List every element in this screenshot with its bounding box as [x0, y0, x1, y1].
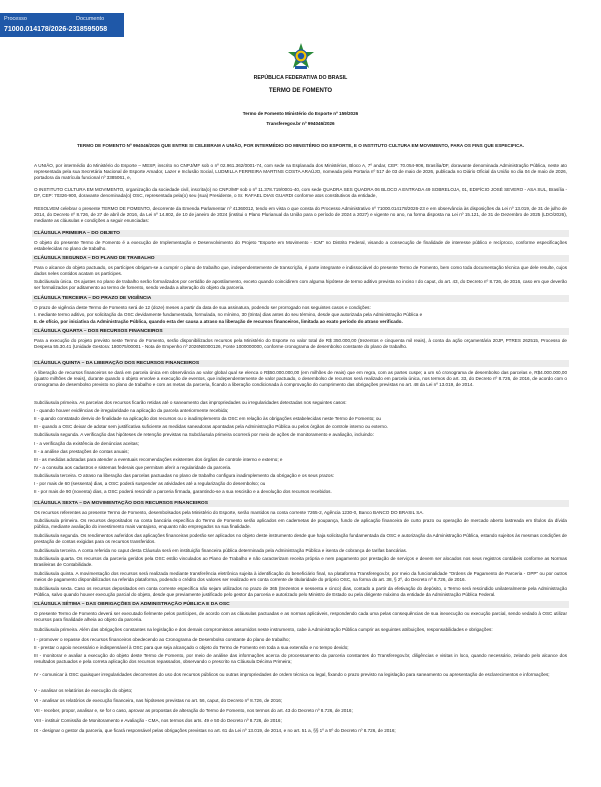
clause-subclause: Subcláusula sexta. Caso os recursos depositados em conta corrente específica não sejam utilizados no prazo de 365 (trezentos e sessenta e cinco) dias, contado a partir da efetivação do depósito, o Termo será rescindido unilateralmente pela Administração Pública, salvo quando houver execução parcial do objeto, desde que previamente justificado pelo gestor da parceria e autorizado pelo Ministro de Estado ou pela dirigente máximo da entidade da Administração Pública Federal.	[34, 586, 567, 598]
clause-item: IV - comunicar à OSC quaisquer irregularidades decorrentes do uso dos recursos públicos ou outras impropriedades de ordem técnica ou legal, fixando o prazo previsto na legislação para saneamento ou apresentação de esclarecimentos e informações;	[34, 672, 550, 677]
clause-item: II - quando constatado desvio de finalidade na aplicação dos recursos ou o inadimplemento da OSC em relação às obrigações estabelecidas neste Termo de Fomento; ou	[34, 416, 381, 421]
clause-subclause: Subcláusula terceira. O atraso na liberação das parcelas pactuadas no plano de trabalho configura inadimplemento da obrigação e os seus prazos:	[34, 473, 335, 478]
clause-heading: CLÁUSULA PRIMEIRA – DO OBJETO	[32, 230, 569, 237]
ministry-term-number: Termo de Fomento Ministério do Esporte nº 159/2026	[242, 111, 359, 116]
clause-heading: CLÁUSULA QUARTA – DOS RECURSOS FINANCEIROS	[32, 328, 569, 335]
clause-item: II - prestar o apoio necessário e indispensável à OSC para que seja alcançado o objeto do Termo de Fomento em toda a sua extensão e no tempo devido;	[34, 645, 349, 650]
term-heading: TERMO DE FOMENTO Nº 994046/2026 QUE ENTRE SI CELEBRAM A UNIÃO, POR INTERMÉDIO DO MINISTÉRIO DO ESPORTE, E O INSTITUTO CULTURA EM MOVIMENTO, PARA OS FINS QUE ESPECIFICA.	[77, 143, 524, 148]
clause-item: I - a verificação da existência de denúncias aceitas;	[34, 441, 139, 446]
clause-subclause: Subcláusula única. Os ajustes no plano de trabalho serão formalizados por certidão de apostilamento, exceto quando coincidirem com alguma hipótese de termo aditivo prevista no inciso I do caput, do art. 43, do Decreto nº 8.726, de 2016, caso em que deverão ser formalizados por aditamento ao termo de fomento, sendo vedada a alteração do objeto da parceria.	[34, 279, 567, 291]
clause-body: Os recursos referentes ao presente Termo de Fomento, desembolsados pela Ministério do Esporte, serão mantidos na conta corrente 7265-2, Agência 1230-0, Banco BANCO DO BRASIL SA.	[34, 510, 424, 515]
republic-title: REPÚBLICA FEDERATIVA DO BRASIL	[253, 75, 348, 81]
clause-subclause: Subcláusula quinta. A movimentação dos recursos será realizada mediante transferência eletrônica sujeita à identificação do beneficiário final, na plataforma Transferegov.br, por meio da funcionalidade "Ordens de Pagamento de Parceria - OPP" ou por outros meios de pagamento disponibilizados na referida plataforma, podendo o crédito dos valores ser realizado em conta corrente de titularidade do próprio OSC, na forma do art. 38, § 2º, do Decreto nº 8.726, de 2016.	[34, 571, 567, 583]
clause-item: V - analisar os relatórios de execução do objeto;	[34, 688, 133, 693]
clause-heading: CLÁUSULA SÉTIMA – DAS OBRIGAÇÕES DA ADMINISTRAÇÃO PÚBLICA E DA OSC	[32, 601, 569, 608]
clause-subclause: Subcláusula primeira. Além das obrigações constantes na legislação e dos demais compromissos assumidos neste instrumento, cabe à Administração Pública cumprir as seguintes atribuições, responsabilidades e obrigações:	[34, 627, 493, 632]
processo-label: Processo	[4, 16, 27, 22]
clause-subclause: Subcláusula segunda. Os rendimentos auferidos das aplicações financeiras poderão ser aplicados no objeto deste instrumento desde que haja solicitação fundamentada da OSC e autorização da Administração Pública, estando sujeitos às mesmas condições de prestação de contas exigidas para os recursos transferidos.	[34, 533, 567, 545]
clause-item: VII - receber, propor, analisar e, se for o caso, aprovar as propostas de alteração do Termo de Fomento, nos termos do art. 43 do Decreto nº 8.726, de 2016;	[34, 708, 353, 713]
clause-item: I - promover o repasse dos recursos financeiros obedecendo ao Cronograma de Desembolso constante do plano de trabalho;	[34, 637, 290, 642]
clause-subclause: Subcláusula primeira. As parcelas dos recursos ficarão retidas até o saneamento das impropriedades ou irregularidades detectadas nos seguintes casos:	[34, 400, 347, 405]
clause-item: II. de ofício, por iniciativa da Administração Pública, quando esta der causa a atraso na liberação de recursos financeiros, limitada ao exato período do atraso verificado.	[34, 319, 403, 324]
clause-heading: CLÁUSULA SEXTA – DA MOVIMENTAÇÃO DOS RECURSOS FINANCEIROS	[32, 500, 569, 507]
clause-item: II - por mais de 90 (noventa) dias, a OSC poderá rescindir a parceria firmada, garantindo-se a sua rescisão e a devolução dos recursos recebidos.	[34, 489, 332, 494]
term-title: TERMO DE FOMENTO	[268, 88, 333, 94]
clause-subclause: Subcláusula quarta. Os recursos da parceria geridos pela OSC estão vinculados ao Plano de Trabalho e não caracterizam receita própria e nem pagamento por prestação de serviços e devem ser alocados nos seus registros contábeis conforme as Normas Brasileiras de Contabilidade.	[34, 556, 567, 568]
clause-subclause: Subcláusula primeira. Os recursos depositados na conta bancária específica do Termo de Fomento serão aplicados em cadernetas de poupança, fundo de aplicação financeira de curto prazo ou operação de mercado aberto lastreada em títulos da dívida pública, mediante avaliação do investimento mais vantajoso, enquanto não empregados na sua finalidade.	[34, 518, 567, 530]
clause-item: I - por mais de 60 (sessenta) dias, a OSC poderá suspender as atividades até a regularização do desembolso; ou	[34, 481, 266, 486]
documento-number[interactable]: 18595058	[76, 26, 108, 33]
clause-body: O presente Termo de Fomento deverá ser executado fielmente pelos partícipes, de acordo com as cláusulas pactuadas e as normas aplicáveis, respondendo cada uma pelas consequências de sua inexecução ou execução parcial, sendo vedado à OSC utilizar recursos para finalidade alheia ao objeto da parceria.	[34, 611, 567, 623]
clause-item: VIII - instituir Comissão de Monitoramento e Avaliação - CMA, nos termos dos arts. 49 e 50 do Decreto nº 8.726, de 2016;	[34, 718, 282, 723]
clause-heading: CLÁUSULA QUINTA – DA LIBERAÇÃO DOS RECURSOS FINANCEIROS	[32, 360, 569, 367]
clause-heading: CLÁUSULA TERCEIRA – DO PRAZO DE VIGÊNCIA	[32, 295, 569, 302]
clause-item: I - quando houver evidências de irregularidade na aplicação da parcela anteriormente recebida;	[34, 408, 229, 413]
clause-body: A liberação de recursos financeiros se dará em parcela única em observância ao valor global qual se elenca o R$50.000.000,00 (em milhões de reais) que em regra, com as partes cuspe; a um só cronograma de desembolso das parcelas e, R$4.000.000,00 (quatro milhões de reais), durante quando o objeto envolve a execução de eventos, que independentemente de valor pactuado, o desembolso de recursos será realizado em parcela única, nos termos do art. 33, do Decreto nº 8.726, de 2016, de acordo com o cronograma de desembolso previsto no plano de trabalho e com as metas da parceria, ficando a liberação condicionada à comprovação do cumprimento das obrigações previstas no art. 48 da Lei nº 13.019, de 2014.	[34, 370, 567, 388]
intro-paragraph-uniao: A UNIÃO, por intermédio do Ministério do Esporte – MESP, inscrito no CNPJ/MF sob o nº 02.961.362/0001-74, com sede na Esplanada dos Ministérios, Bloco A, 7º andar, CEP: 70.054-906, Brasília/DF, doravante denominada Administração Pública, neste ato representada pela sua Secretária Nacional de Esporte Amador, Lazer e Inclusão Social, LUDMILLA FERREIRA MARTINS COSTA ARAÚJO, nomeada pela Portaria nº 517 de 03 de maio de 2026, publicada no Diário Oficial da União no dia 04 de maio de 2026, portadora da matrícula funcional nº 3385061, e,	[34, 163, 567, 181]
clause-item: VI - analisar os relatórios de execução financeira, nas hipóteses previstas no art. 56, caput, do Decreto nº 8.726, de 2016;	[34, 698, 283, 703]
clause-heading: CLÁUSULA SEGUNDA – DO PLANO DE TRABALHO	[32, 255, 569, 262]
clause-item: IV - a consulta aos cadastros e sistemas federais que permitam aferir a regularidade da parceria.	[34, 465, 232, 470]
clause-body: O prazo de vigência deste Termo de Fomento será de 12 (doze) meses a partir da data de sua assinatura, podendo ser prorrogado nos seguintes casos e condições:	[34, 305, 371, 310]
transferegov-number: Transferegov.br nº 994046/2026	[266, 121, 335, 126]
process-header-bar	[0, 13, 124, 37]
clause-body: Para a execução do projeto previsto neste Termo de Fomento, serão disponibilizados recursos pela Ministério do Esporte no valor total de R$ 350.000,00 (trezentos e cinquenta mil reais), à conta da ação orçamentária 20JP, PTRES 262515, Processo de Despesa 55.30.41 (Unidade Gestora: 180075/00001 - Nota de Empenho nº 2026NE000126, Fonte 1000000000, conforme cronograma de desembolso constante do plano de trabalho.	[34, 338, 567, 350]
clause-item: III - quando a OSC deixar de adotar sem justificativa suficiente as medidas saneadoras apontadas pela Administração Pública ou pelos órgãos de controle interno ou externo.	[34, 424, 388, 429]
clause-subclause: Subcláusula segunda. A verificação das hipóteses de retenção previstas na Subcláusula primeira ocorrerá por meio de ações de monitoramento e avaliação, incluindo:	[34, 432, 374, 437]
documento-label: Documento	[76, 16, 105, 22]
clause-item: II - a análise das prestações de contas anuais;	[34, 449, 129, 454]
clause-item: IX - designar o gestor da parceria, que ficará responsável pelas obrigações previstas no art. 61 da Lei nº 13.019, de 2014, e no art. 51 a, §§ 1º a 5º do Decreto nº 8.726, de 2016;	[34, 728, 396, 733]
processo-number[interactable]: 71000.014178/2026-23	[4, 26, 77, 33]
intro-paragraph-resolvem: RESOLVEM celebrar o presente TERMO DE FOMENTO, decorrente da Emenda Parlamentar nº 41360012, tendo em vista o que consta do Processo Administrativo nº 71000.014178/2026-23 e em observância às disposições da Lei nº 13.019, de 31 de julho de 2014, do Decreto nº 8.726, de 27 de abril de 2016, da Lei nº 14.802, de 10 de janeiro de 2024 (institui o Plano Plurianual da União para o período de 2024 a 2027) e vigente no ano, na forma disposta na Lei nº 15.121, de 31 de Dezembro de 2025 (LDO/2026), mediante as cláusulas e condições a seguir enunciadas:	[34, 206, 567, 224]
clause-item: III - monitorar e avaliar a execução do objeto deste Termo de Fomento, por meio de análise das informações acerca do processamento da parceria constantes do Transferegov.br, diligências e visitas in loco, quando necessário, zelando pelo alcance dos resultados pactuados e pela correta aplicação dos recursos repassados, observando o prescrito na Cláusula Décima Primeira;	[34, 653, 567, 665]
clause-body: O objeto do presente Termo de Fomento é a execução de Implementação e Desenvolvimento do Projeto "Esporte em Movimento - ICM" no Distrito Federal, visando a consecução de finalidade de interesse público e recíproco, conforme especificações estabelecidas no plano de trabalho.	[34, 240, 567, 252]
clause-item: III - as medidas adotadas para atender a eventuais recomendações existentes dos órgãos de controle interno e externo; e	[34, 457, 283, 462]
clause-body: Para o alcance do objeto pactuado, os partícipes obrigam-se a cumprir o plano de trabalho que, independentemente de transcrição, é parte integrante e indissociável do presente Termo de Fomento, bem como toda documentação técnica que dele resulte, cujos dados neles contidos acatam os partícipes.	[34, 265, 567, 277]
clause-subclause: Subcláusula terceira. A conta referida no caput desta Cláusula será em instituição financeira pública determinada pela Administração Pública e isenta de cobrança de tarifas bancárias.	[34, 548, 408, 553]
clause-item: I. mediante termo aditivo, por solicitação da OSC devidamente fundamentada, formulada, no mínimo, 30 (trinta) dias antes do seu término, desde que autorizada pela Administração Pública e	[34, 312, 423, 317]
intro-paragraph-osc: O INSTITUTO CULTURA EM MOVIMENTO, organização da sociedade civil, inscrita(o) no CNPJ/MF sob o nº 11.378.719/0001-40, com sede QUADRA SES QUADRA 06 BLOCO A ENTRADA 49 SOBRELOJA, 01, EDIFÍCIO JOSÉ SEVERO - ASA SUL, Brasília - DF, CEP: 70326-900, doravante denominada(o) OSC, representada pela(o) seu (sua) Presidente, o Sr. RAFAEL DIAS GUARDI conforme atos constitutivos da entidade,	[34, 187, 567, 199]
brasao-republica-icon	[286, 42, 316, 72]
